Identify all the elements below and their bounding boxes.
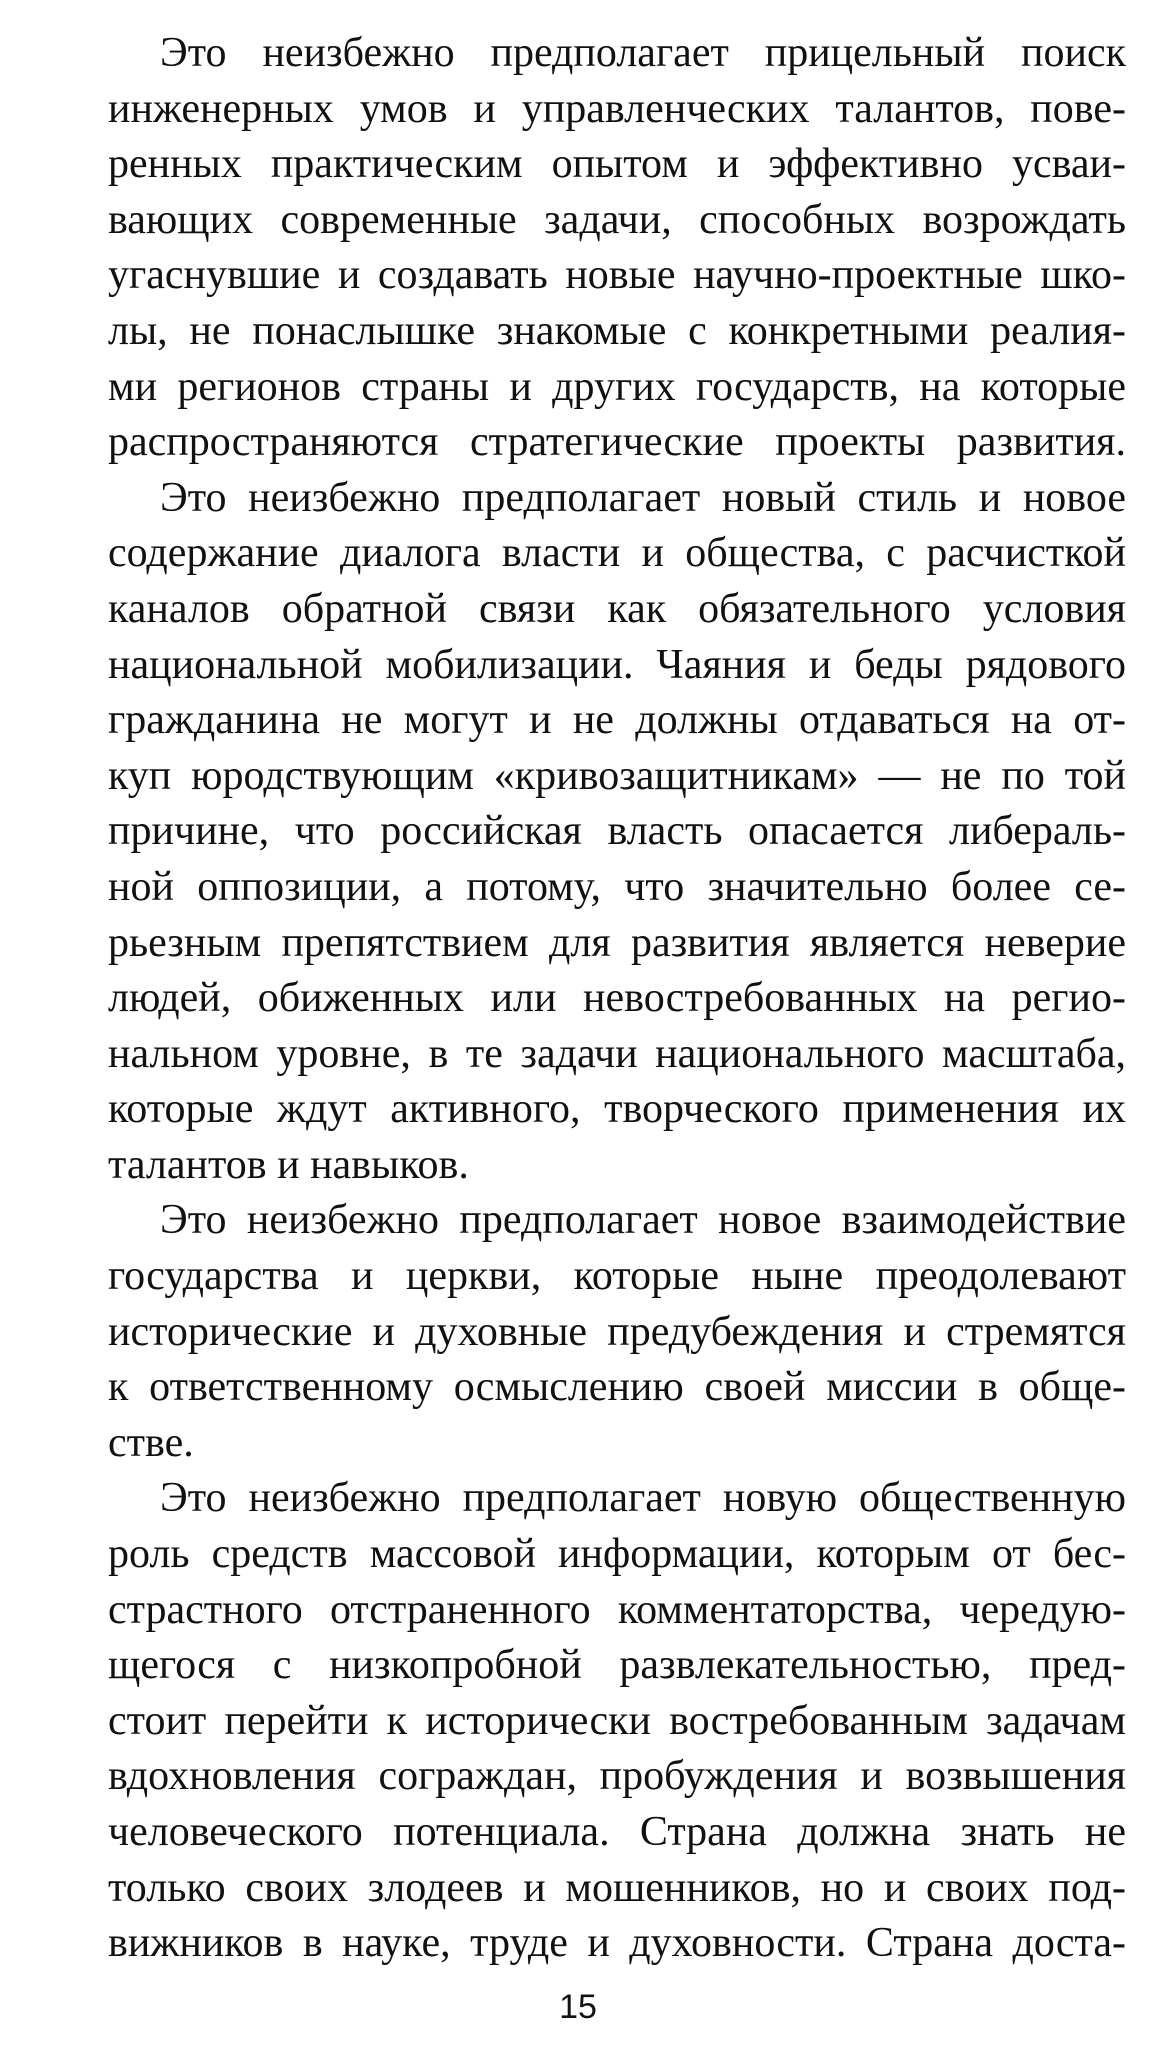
text-line: ренных практическим опытом и эффективно усваи- <box>108 141 1126 188</box>
text-line: которые ждут активного, творческого применения их <box>108 1086 1126 1133</box>
text-line: государства и церкви, которые ныне преодолевают <box>108 1253 1126 1300</box>
text-line: стоит перейти к исторически востребованным задачам <box>108 1697 1126 1744</box>
page-number: 15 <box>559 1988 597 2026</box>
text-line: причине, что российская власть опасается либераль- <box>108 808 1126 855</box>
text-line: ной оппозиции, а потому, что значительно более се- <box>108 863 1126 910</box>
text-line: лы, не понаслышке знакомые с конкретными реалия- <box>108 307 1126 354</box>
text-line: рьезным препятствием для развития является неверие <box>108 919 1126 966</box>
text-line: исторические и духовные предубеждения и стремятся <box>108 1308 1126 1355</box>
text-line: распространяются стратегические проекты развития. <box>108 419 1126 466</box>
text-line: национальной мобилизации. Чаяния и беды рядового <box>108 641 1126 688</box>
text-line: человеческого потенциала. Страна должна знать не <box>108 1809 1126 1855</box>
text-line: гражданина не могут и не должны отдаваться на от- <box>108 697 1126 744</box>
text-line: каналов обратной связи как обязательного условия <box>108 585 1126 632</box>
text-line: роль средств массовой информации, которым от бес- <box>108 1531 1126 1578</box>
text-line: щегося с низкопробной развлекательностью, пред- <box>108 1642 1126 1689</box>
text-line: к ответственному осмыслению своей миссии в обще- <box>108 1364 1126 1411</box>
text-line: талантов и навыков. <box>108 1141 469 1188</box>
text-line: угаснувшие и создавать новые научно-проектные шко- <box>108 252 1126 299</box>
text-line: вающих современные задачи, способных возрождать <box>108 196 1126 243</box>
text-line: нальном уровне, в те задачи национального масштаба, <box>108 1030 1126 1077</box>
body-text <box>108 26 1126 1972</box>
text-line: вдохновления сограждан, пробуждения и возвышения <box>108 1753 1126 1800</box>
text-line: инженерных умов и управленческих талантов, пове- <box>108 85 1126 132</box>
text-line: страстного отстраненного комментаторства, чередую- <box>108 1586 1126 1633</box>
text-line: Это неизбежно предполагает прицельный поиск <box>160 30 1126 76</box>
text-line: Это неизбежно предполагает новый стиль и новое <box>160 474 1126 521</box>
text-line: только своих злодеев и мошенников, но и своих под- <box>108 1864 1126 1911</box>
text-line: стве. <box>108 1419 194 1466</box>
text-line: Это неизбежно предполагает новую общественную <box>160 1475 1126 1522</box>
text-line: куп юродствующим «кривозащитникам» — не по той <box>108 752 1126 799</box>
text-line: Это неизбежно предполагает новое взаимодействие <box>160 1197 1126 1244</box>
text-line: вижников в науке, труде и духовности. Страна доста- <box>108 1920 1126 1967</box>
text-line: людей, обиженных или невостребованных на регио- <box>108 975 1126 1022</box>
text-line: ми регионов страны и других государств, на которые <box>108 363 1126 410</box>
text-line: содержание диалога власти и общества, с расчисткой <box>108 530 1126 577</box>
